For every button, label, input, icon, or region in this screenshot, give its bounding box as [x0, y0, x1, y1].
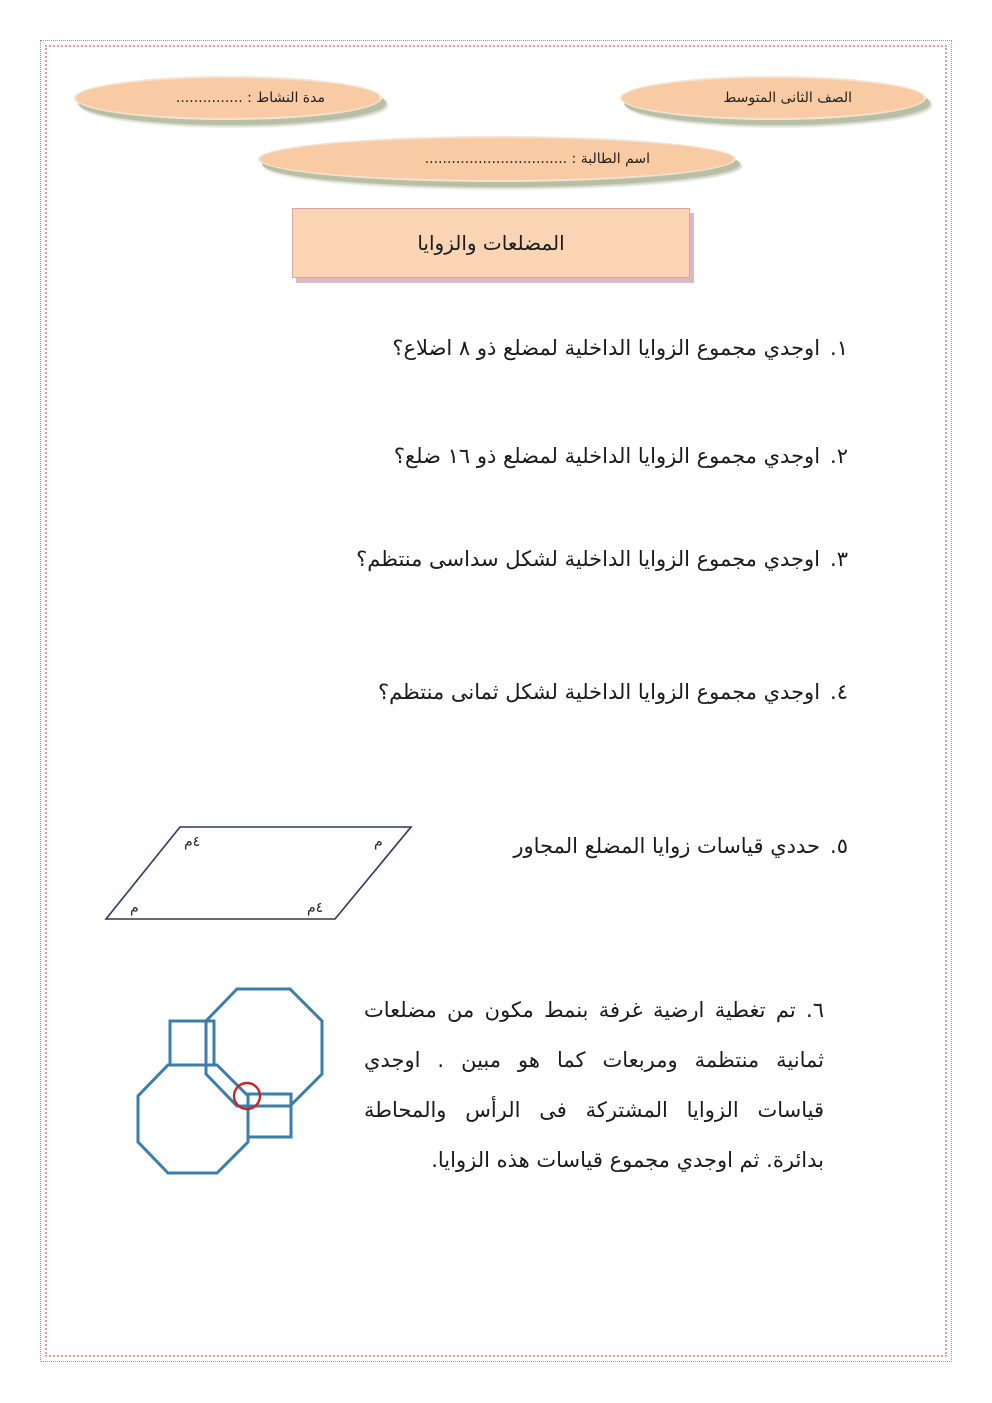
- question-number: ٣.: [830, 547, 848, 571]
- question-text: اوجدي مجموع الزوايا الداخلية لشكل ثمانى منتظم؟: [377, 680, 821, 704]
- angle-label-bottom-left: م: [130, 900, 139, 916]
- angle-label-top-left: ٤م: [184, 834, 201, 850]
- question-number: ٥.: [830, 834, 848, 858]
- question-text: اوجدي مجموع الزوايا الداخلية لمضلع ذو ١٦ ضلع؟: [393, 444, 821, 468]
- question-text: تم تغطية ارضية غرفة بنمط مكون من مضلعات ثمانية منتظمة ومربعات كما هو مبين . اوجدي قياسات الزوايا المشتركة فى الرأس والمحاطة بدائرة. ثم اوجدي مجموع قياسات هذه الزوايا.: [364, 998, 824, 1172]
- worksheet-title: المضلعات والزوايا: [417, 231, 565, 255]
- question-number: ٤.: [830, 680, 848, 704]
- duration-label: مدة النشاط : ...............: [175, 90, 325, 106]
- upper-octagon: [206, 989, 322, 1106]
- tiling-figure: [130, 982, 330, 1178]
- angle-label-bottom-right: ٤م: [307, 900, 324, 916]
- duration-pill: [74, 76, 382, 120]
- question-number: ٢.: [830, 444, 848, 468]
- grade-label: الصف الثانى المتوسط: [723, 90, 852, 106]
- question-2: [394, 444, 848, 468]
- parallelogram-figure: [100, 820, 420, 926]
- parallelogram-shape: [106, 827, 411, 919]
- question-text: حددي قياسات زوايا المضلع المجاور: [513, 834, 821, 858]
- question-number: ١.: [830, 336, 848, 360]
- question-text: اوجدي مجموع الزوايا الداخلية لمضلع ذو ٨ اضلاع؟: [392, 336, 821, 360]
- question-1: [392, 336, 848, 360]
- question-3: [356, 547, 848, 571]
- worksheet-title-box: [292, 208, 690, 278]
- question-text: اوجدي مجموع الزوايا الداخلية لشكل سداسى منتظم؟: [356, 547, 821, 571]
- question-5: [513, 834, 848, 858]
- question-6: [364, 985, 824, 1185]
- grade-pill: [620, 76, 926, 120]
- lower-octagon: [138, 1065, 248, 1173]
- question-number: ٦.: [806, 998, 824, 1022]
- student-name-pill: [258, 136, 736, 182]
- student-name-label: اسم الطالبة : ................................: [424, 151, 650, 167]
- angle-label-top-right: م: [374, 834, 383, 850]
- question-4: [378, 680, 848, 704]
- right-square: [248, 1094, 291, 1137]
